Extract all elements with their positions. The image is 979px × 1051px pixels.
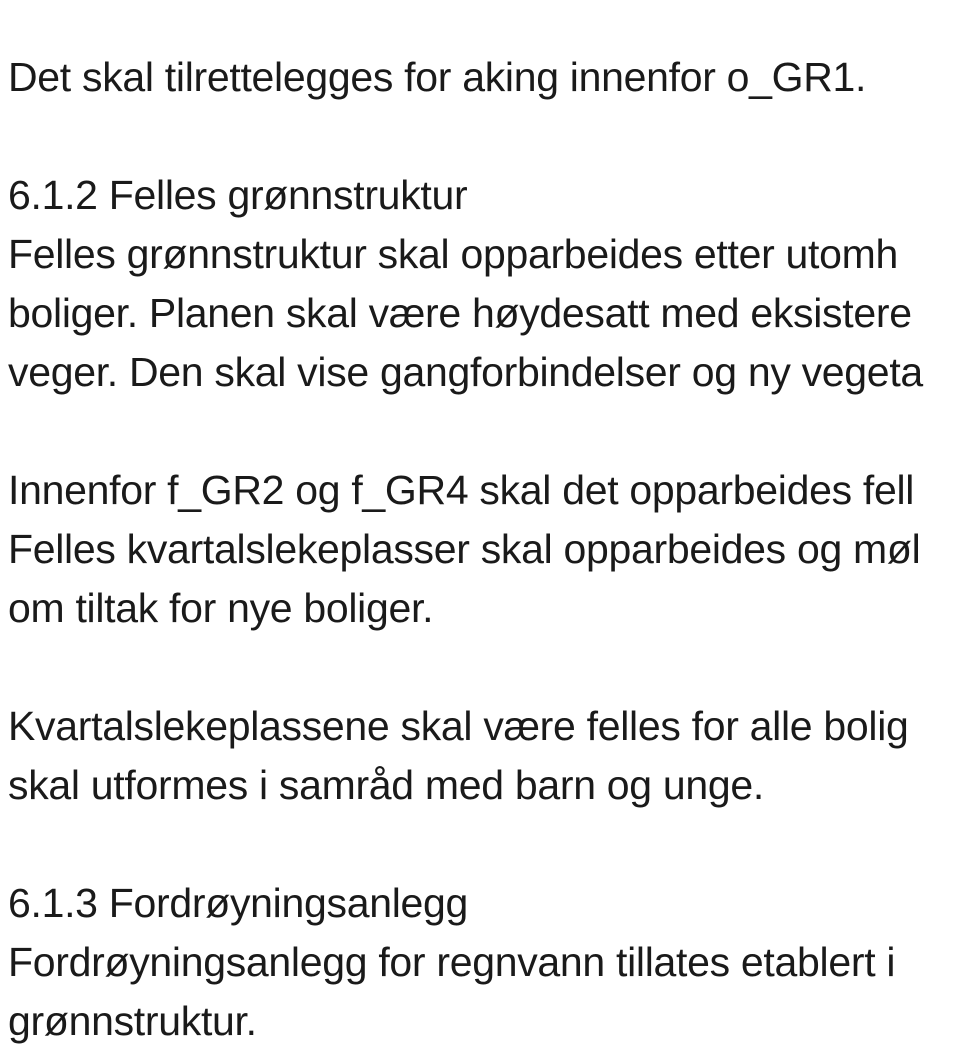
section-6-1-3-text-line-1: Fordrøyningsanlegg for regnvann tillates etablert i [8,939,896,985]
section-heading-6-1-3: 6.1.3 Fordrøyningsanlegg [8,880,469,926]
section-6-1-2-text-line-1: Felles grønnstruktur skal opparbeides etter utomh [8,231,899,277]
paragraph-kvartal-line-2: Felles kvartalslekeplasser skal opparbeides og møl [8,526,921,572]
paragraph-felles-line-2: skal utformes i samråd med barn og unge. [8,762,764,808]
paragraph-spacer [8,402,979,461]
section-heading-6-1-2: 6.1.2 Felles grønnstruktur [8,172,468,218]
paragraph-aking: Det skal tilrettelegges for aking innenfor o_GR1. [8,54,867,100]
paragraph-spacer [8,815,979,874]
paragraph-felles-line-1: Kvartalslekeplassene skal være felles for alle bolig [8,703,909,749]
paragraph-kvartal-line-1: Innenfor f_GR2 og f_GR4 skal det opparbeides fell [8,467,915,513]
paragraph-kvartal-line-3: om tiltak for nye boliger. [8,585,434,631]
section-6-1-2-text-line-2: boliger. Planen skal være høydesatt med eksistere [8,290,912,336]
paragraph-spacer [8,107,979,166]
paragraph-spacer [8,638,979,697]
section-6-1-2-text-line-3: veger. Den skal vise gangforbindelser og ny vegeta [8,349,923,395]
section-6-1-3-text-line-2: grønnstruktur. [8,998,257,1044]
document-page [8,48,979,1051]
